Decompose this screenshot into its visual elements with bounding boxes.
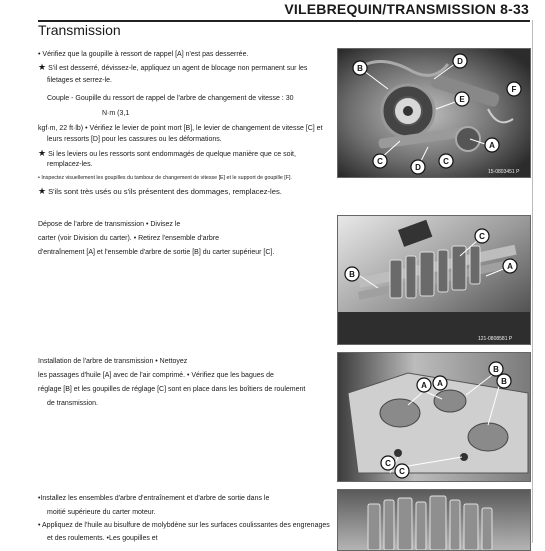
inspect-pins-text: • Inspectez visuellement les goupilles du tambour de changement de vitesse [E] et le support de goupille [F]. — [38, 175, 292, 181]
removal-text: carter (voir Division du carter). • Retirez l'ensemble d'arbre — [38, 235, 219, 242]
star-note — [38, 185, 282, 198]
section-title: Transmission — [38, 22, 121, 38]
callout-b — [497, 374, 511, 388]
star-icon: ★ — [38, 62, 47, 72]
callout-label: B — [357, 64, 363, 73]
check-levers-text: kgf·m, 22 ft·lb) • Vérifiez le levier de point mort [B], le levier de changement de vitesse [C] et — [38, 125, 323, 132]
callout-label: C — [385, 459, 391, 468]
check-spring-pin-text: • Vérifiez que la goupille à ressort de rappel [A] n'est pas desserrée. — [38, 51, 249, 58]
installation-text: réglage [B] et les goupilles de réglage [C] sont en place dans les boîtiers de roulement — [38, 386, 306, 393]
callout-a — [503, 259, 517, 273]
callout-label: A — [437, 379, 443, 388]
star-note-text: S'ils sont très usés ou s'ils présentent des dommages, remplacez-les. — [48, 187, 282, 196]
callout-b — [489, 362, 503, 376]
star-note-continuation: filetages et serrez-le. — [47, 77, 112, 84]
callout-c — [439, 154, 453, 168]
callout-c — [373, 154, 387, 168]
callout-b — [353, 61, 367, 75]
callout-c — [381, 456, 395, 470]
callout-label: B — [349, 270, 355, 279]
apply-oil-text: • Appliquez de l'huile au bisulfure de molybdène sur les surfaces coulissantes des engrenages — [38, 522, 330, 529]
installation-text: les passages d'huile [A] avec de l'air comprimé. • Vérifiez que les bagues de — [38, 372, 274, 379]
installation-text-continuation: de transmission. — [47, 400, 98, 407]
margin-rule — [532, 20, 533, 543]
star-icon: ★ — [38, 186, 47, 196]
callout-label: C — [377, 157, 383, 166]
star-icon: ★ — [38, 148, 47, 158]
callout-label: C — [443, 157, 449, 166]
star-note-text: Si les leviers ou les ressorts sont endommagés de quelque manière que ce soit, — [48, 151, 296, 158]
callout-label: C — [479, 232, 485, 241]
callout-a — [485, 138, 499, 152]
photo-crankcase-bearings — [337, 352, 531, 482]
star-note — [38, 61, 307, 75]
callout-label: A — [507, 262, 513, 271]
photo-code: 15-0803451 P — [488, 169, 520, 175]
callout-label: B — [493, 365, 499, 374]
callout-e — [455, 92, 469, 106]
photo-shift-mechanism — [337, 48, 531, 178]
callout-label: D — [457, 57, 463, 66]
callout-label: C — [399, 467, 405, 476]
photo-gear-assembly — [337, 489, 531, 551]
callout-label: A — [489, 141, 495, 150]
removal-text: d'entraînement [A] et l'ensemble d'arbre de sortie [B] du carter supérieur [C]. — [38, 249, 275, 256]
photo-code: 121-0808581 P — [478, 336, 513, 342]
callout-label: B — [501, 377, 507, 386]
callout-label: F — [511, 85, 517, 94]
callout-f — [507, 82, 521, 96]
callout-b — [345, 267, 359, 281]
callout-d — [411, 160, 425, 174]
install-shafts-text: •Installez les ensembles d'arbre d'entraînement et d'arbre de sortie dans le — [38, 495, 270, 502]
installation-heading-text: Installation de l'arbre de transmission • Nettoyez — [38, 358, 188, 365]
torque-spec: Couple - Goupille du ressort de rappel de l'arbre de changement de vitesse : 30 — [47, 95, 294, 102]
callout-a — [433, 376, 447, 390]
callout-c — [475, 229, 489, 243]
photo-transmission-shafts — [337, 215, 531, 345]
callout-label: D — [415, 163, 421, 172]
check-levers-continuation: leurs ressorts [D] pour les cassures ou les déformations. — [47, 136, 222, 143]
callout-a — [417, 378, 431, 392]
callout-label: A — [421, 381, 427, 390]
callout-d — [453, 54, 467, 68]
install-shafts-continuation: moitié supérieure du carter moteur. — [47, 509, 156, 516]
removal-heading-text: Dépose de l'arbre de transmission • Divisez le — [38, 221, 181, 228]
callout-label: E — [459, 95, 465, 104]
chapter-title: VILEBREQUIN/TRANSMISSION 8-33 — [284, 1, 529, 17]
torque-spec-continuation: N·m (3,1 — [102, 110, 130, 117]
star-note-text: S'il est desserré, dévissez-le, appliquez un agent de blocage non permanent sur les — [48, 65, 308, 72]
star-note-continuation: remplacez-les. — [47, 161, 93, 168]
apply-oil-continuation: et des roulements. •Les goupilles et — [47, 535, 158, 542]
callout-c — [395, 464, 409, 478]
